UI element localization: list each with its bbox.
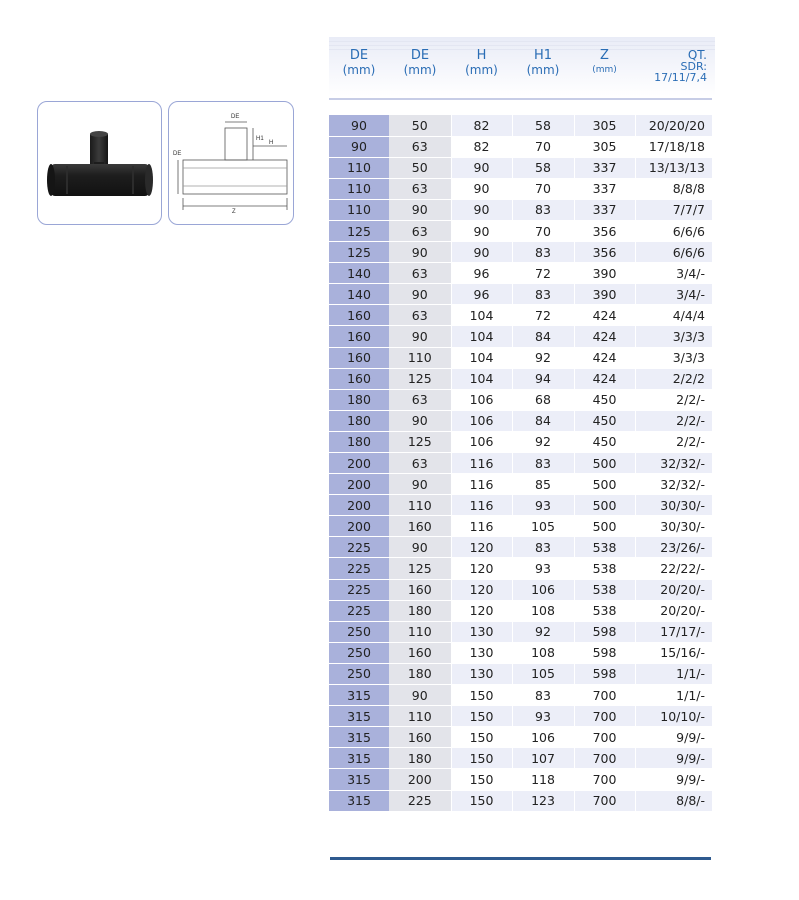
table-row: [329, 136, 712, 157]
table-cell: 2/2/-: [635, 431, 712, 452]
table-cell: 30/30/-: [635, 495, 712, 516]
table-row: [329, 305, 712, 326]
table-cell: 120: [451, 537, 512, 558]
table-cell: 84: [512, 326, 574, 347]
table-cell: 106: [512, 727, 574, 748]
table-cell: 83: [512, 537, 574, 558]
table-cell: 63: [389, 389, 451, 410]
table-cell: 22/22/-: [635, 558, 712, 579]
table-cell: 140: [329, 263, 389, 284]
table-row: [329, 474, 712, 495]
table-cell: 150: [451, 685, 512, 706]
table-cell: 180: [329, 431, 389, 452]
table-cell: 92: [512, 347, 574, 368]
table-cell: 130: [451, 642, 512, 663]
table-cell: 160: [329, 347, 389, 368]
table-cell: 390: [574, 284, 635, 305]
table-cell: 92: [512, 431, 574, 452]
table-cell: 2/2/-: [635, 389, 712, 410]
table-row: [329, 284, 712, 305]
table-row: [329, 178, 712, 199]
table-row: [329, 453, 712, 474]
table-cell: 700: [574, 685, 635, 706]
table-cell: 598: [574, 642, 635, 663]
table-cell: 538: [574, 600, 635, 621]
table-cell: 63: [389, 305, 451, 326]
table-cell: 120: [451, 558, 512, 579]
diagram-label-de-top: DE: [231, 114, 240, 120]
table-row: [329, 727, 712, 748]
table-cell: 70: [512, 178, 574, 199]
table-cell: 125: [389, 558, 451, 579]
table-cell: 63: [389, 178, 451, 199]
data-table: [329, 115, 712, 812]
table-row: [329, 410, 712, 431]
table-row: [329, 263, 712, 284]
table-cell: 1/1/-: [635, 663, 712, 684]
table-cell: 110: [389, 621, 451, 642]
table-cell: 7/7/7: [635, 199, 712, 220]
table-cell: 200: [329, 474, 389, 495]
table-cell: 500: [574, 474, 635, 495]
table-cell: 110: [389, 347, 451, 368]
table-cell: 315: [329, 685, 389, 706]
table-header: [329, 37, 715, 96]
table-cell: 130: [451, 663, 512, 684]
table-row: [329, 495, 712, 516]
table-cell: 116: [451, 453, 512, 474]
header-de-branch: DE (mm): [403, 48, 437, 77]
table-row: [329, 431, 712, 452]
table-cell: 20/20/20: [635, 115, 712, 136]
table-row: [329, 326, 712, 347]
table-cell: 104: [451, 368, 512, 389]
table-cell: 450: [574, 410, 635, 431]
table-cell: 110: [389, 495, 451, 516]
table-cell: 9/9/-: [635, 748, 712, 769]
table-cell: 160: [329, 326, 389, 347]
table-cell: 90: [329, 115, 389, 136]
table-cell: 120: [451, 579, 512, 600]
table-cell: 32/32/-: [635, 453, 712, 474]
table-cell: 20/20/-: [635, 579, 712, 600]
table-row: [329, 663, 712, 684]
table-cell: 23/26/-: [635, 537, 712, 558]
tee-fitting-photo: [38, 102, 163, 226]
table-cell: 92: [512, 621, 574, 642]
table-cell: 17/17/-: [635, 621, 712, 642]
table-cell: 4/4/4: [635, 305, 712, 326]
table-cell: 3/4/-: [635, 284, 712, 305]
table-cell: 180: [389, 748, 451, 769]
table-cell: 15/16/-: [635, 642, 712, 663]
table-cell: 200: [329, 453, 389, 474]
table-row: [329, 558, 712, 579]
table-cell: 118: [512, 769, 574, 790]
table-cell: 160: [389, 642, 451, 663]
table-cell: 83: [512, 453, 574, 474]
table-cell: 104: [451, 347, 512, 368]
table-cell: 125: [329, 242, 389, 263]
table-cell: 538: [574, 579, 635, 600]
header-h1: H1 (mm): [526, 48, 560, 77]
tee-dimension-diagram: [169, 102, 295, 226]
table-row: [329, 516, 712, 537]
table-cell: 84: [512, 410, 574, 431]
table-cell: 90: [389, 199, 451, 220]
table-cell: 500: [574, 495, 635, 516]
table-row: [329, 220, 712, 241]
table-row: [329, 706, 712, 727]
table-cell: 90: [451, 220, 512, 241]
table-cell: 104: [451, 326, 512, 347]
table-cell: 2/2/2: [635, 368, 712, 389]
table-cell: 6/6/6: [635, 220, 712, 241]
table-cell: 700: [574, 727, 635, 748]
table-cell: 200: [329, 495, 389, 516]
table-cell: 106: [512, 579, 574, 600]
table-cell: 315: [329, 727, 389, 748]
table-row: [329, 389, 712, 410]
table-cell: 424: [574, 347, 635, 368]
table-cell: 10/10/-: [635, 706, 712, 727]
table-cell: 85: [512, 474, 574, 495]
table-cell: 20/20/-: [635, 600, 712, 621]
table-cell: 538: [574, 558, 635, 579]
table-cell: 9/9/-: [635, 727, 712, 748]
table-cell: 106: [451, 389, 512, 410]
table-cell: 90: [389, 410, 451, 431]
table-cell: 250: [329, 621, 389, 642]
table-cell: 140: [329, 284, 389, 305]
table-cell: 450: [574, 431, 635, 452]
table-cell: 68: [512, 389, 574, 410]
table-cell: 450: [574, 389, 635, 410]
table-cell: 180: [389, 600, 451, 621]
table-cell: 225: [329, 537, 389, 558]
table-cell: 93: [512, 706, 574, 727]
table-cell: 83: [512, 685, 574, 706]
table-cell: 83: [512, 199, 574, 220]
table-cell: 424: [574, 305, 635, 326]
table-cell: 700: [574, 769, 635, 790]
table-cell: 110: [329, 199, 389, 220]
technical-drawing-panel: [168, 101, 294, 225]
table-cell: 150: [451, 727, 512, 748]
table-cell: 160: [329, 368, 389, 389]
table-cell: 63: [389, 453, 451, 474]
table-cell: 72: [512, 305, 574, 326]
table-cell: 150: [451, 706, 512, 727]
table-cell: 9/9/-: [635, 769, 712, 790]
table-cell: 110: [329, 178, 389, 199]
table-cell: 8/8/8: [635, 178, 712, 199]
table-cell: 50: [389, 157, 451, 178]
table-cell: 180: [389, 663, 451, 684]
table-cell: 150: [451, 748, 512, 769]
table-cell: 200: [329, 516, 389, 537]
table-cell: 250: [329, 663, 389, 684]
table-cell: 94: [512, 368, 574, 389]
table-cell: 500: [574, 516, 635, 537]
table-cell: 3/3/3: [635, 326, 712, 347]
table-cell: 116: [451, 474, 512, 495]
table-cell: 105: [512, 663, 574, 684]
table-cell: 120: [451, 600, 512, 621]
table-cell: 3/3/3: [635, 347, 712, 368]
table-cell: 125: [329, 220, 389, 241]
table-cell: 315: [329, 769, 389, 790]
table-cell: 90: [389, 537, 451, 558]
header-qt: QT. SDR: 17/11/7,4: [654, 48, 707, 84]
table-cell: 108: [512, 642, 574, 663]
table-cell: 225: [329, 579, 389, 600]
table-cell: 200: [389, 769, 451, 790]
table-cell: 90: [451, 199, 512, 220]
table-cell: 96: [451, 284, 512, 305]
table-cell: 116: [451, 516, 512, 537]
table-cell: 6/6/6: [635, 242, 712, 263]
table-row: [329, 347, 712, 368]
table-cell: 106: [451, 431, 512, 452]
table-cell: 160: [329, 305, 389, 326]
table-bottom-rule: [330, 857, 711, 860]
table-cell: 337: [574, 157, 635, 178]
table-cell: 225: [329, 600, 389, 621]
table-cell: 160: [389, 579, 451, 600]
table-cell: 337: [574, 199, 635, 220]
table-cell: 700: [574, 790, 635, 811]
table-cell: 150: [451, 790, 512, 811]
table-cell: 108: [512, 600, 574, 621]
table-cell: 700: [574, 748, 635, 769]
table-cell: 125: [389, 431, 451, 452]
table-row: [329, 157, 712, 178]
table-cell: 8/8/-: [635, 790, 712, 811]
table-row: [329, 790, 712, 811]
table-row: [329, 769, 712, 790]
table-cell: 93: [512, 558, 574, 579]
table-cell: 1/1/-: [635, 685, 712, 706]
table-cell: 70: [512, 136, 574, 157]
table-cell: 72: [512, 263, 574, 284]
table-row: [329, 537, 712, 558]
table-cell: 180: [329, 389, 389, 410]
table-cell: 58: [512, 115, 574, 136]
table-cell: 225: [389, 790, 451, 811]
table-cell: 2/2/-: [635, 410, 712, 431]
table-row: [329, 579, 712, 600]
table-cell: 160: [389, 727, 451, 748]
table-cell: 83: [512, 242, 574, 263]
table-cell: 3/4/-: [635, 263, 712, 284]
table-row: [329, 199, 712, 220]
table-cell: 598: [574, 621, 635, 642]
dimensions-table: [329, 37, 715, 809]
table-cell: 90: [389, 326, 451, 347]
diagram-label-de-side: DE: [173, 151, 182, 157]
table-cell: 125: [389, 368, 451, 389]
table-row: [329, 621, 712, 642]
table-cell: 700: [574, 706, 635, 727]
table-cell: 90: [451, 242, 512, 263]
table-cell: 90: [389, 242, 451, 263]
table-cell: 250: [329, 642, 389, 663]
table-cell: 90: [451, 157, 512, 178]
table-cell: 90: [389, 284, 451, 305]
table-cell: 63: [389, 136, 451, 157]
table-cell: 225: [329, 558, 389, 579]
table-cell: 17/18/18: [635, 136, 712, 157]
diagram-label-z: Z: [232, 209, 236, 215]
table-cell: 104: [451, 305, 512, 326]
table-cell: 106: [451, 410, 512, 431]
table-cell: 160: [389, 516, 451, 537]
table-cell: 105: [512, 516, 574, 537]
header-z: Z (mm): [592, 48, 617, 75]
table-cell: 130: [451, 621, 512, 642]
table-row: [329, 642, 712, 663]
table-cell: 356: [574, 220, 635, 241]
table-row: [329, 115, 712, 136]
table-row: [329, 368, 712, 389]
diagram-label-h1: H1: [256, 136, 264, 142]
header-de-main: DE (mm): [342, 48, 376, 77]
table-cell: 58: [512, 157, 574, 178]
diagram-label-h: H: [269, 140, 274, 146]
table-cell: 598: [574, 663, 635, 684]
table-cell: 110: [389, 706, 451, 727]
table-cell: 337: [574, 178, 635, 199]
table-cell: 180: [329, 410, 389, 431]
table-cell: 315: [329, 790, 389, 811]
table-cell: 305: [574, 136, 635, 157]
table-cell: 13/13/13: [635, 157, 712, 178]
table-cell: 82: [451, 115, 512, 136]
table-cell: 90: [389, 474, 451, 495]
table-cell: 390: [574, 263, 635, 284]
table-cell: 315: [329, 706, 389, 727]
table-cell: 538: [574, 537, 635, 558]
table-cell: 83: [512, 284, 574, 305]
header-h: H (mm): [465, 48, 498, 77]
table-cell: 50: [389, 115, 451, 136]
table-cell: 32/32/-: [635, 474, 712, 495]
table-cell: 500: [574, 453, 635, 474]
table-cell: 90: [329, 136, 389, 157]
table-cell: 305: [574, 115, 635, 136]
table-cell: 63: [389, 263, 451, 284]
table-cell: 90: [451, 178, 512, 199]
table-row: [329, 242, 712, 263]
table-row: [329, 748, 712, 769]
table-cell: 150: [451, 769, 512, 790]
table-cell: 82: [451, 136, 512, 157]
table-cell: 116: [451, 495, 512, 516]
table-cell: 96: [451, 263, 512, 284]
table-cell: 30/30/-: [635, 516, 712, 537]
table-cell: 356: [574, 242, 635, 263]
table-cell: 70: [512, 220, 574, 241]
table-cell: 110: [329, 157, 389, 178]
product-photo-panel: [37, 101, 162, 225]
table-cell: 107: [512, 748, 574, 769]
table-cell: 424: [574, 326, 635, 347]
table-cell: 424: [574, 368, 635, 389]
table-cell: 93: [512, 495, 574, 516]
table-cell: 63: [389, 220, 451, 241]
table-row: [329, 600, 712, 621]
table-cell: 90: [389, 685, 451, 706]
table-row: [329, 685, 712, 706]
table-cell: 123: [512, 790, 574, 811]
table-cell: 315: [329, 748, 389, 769]
